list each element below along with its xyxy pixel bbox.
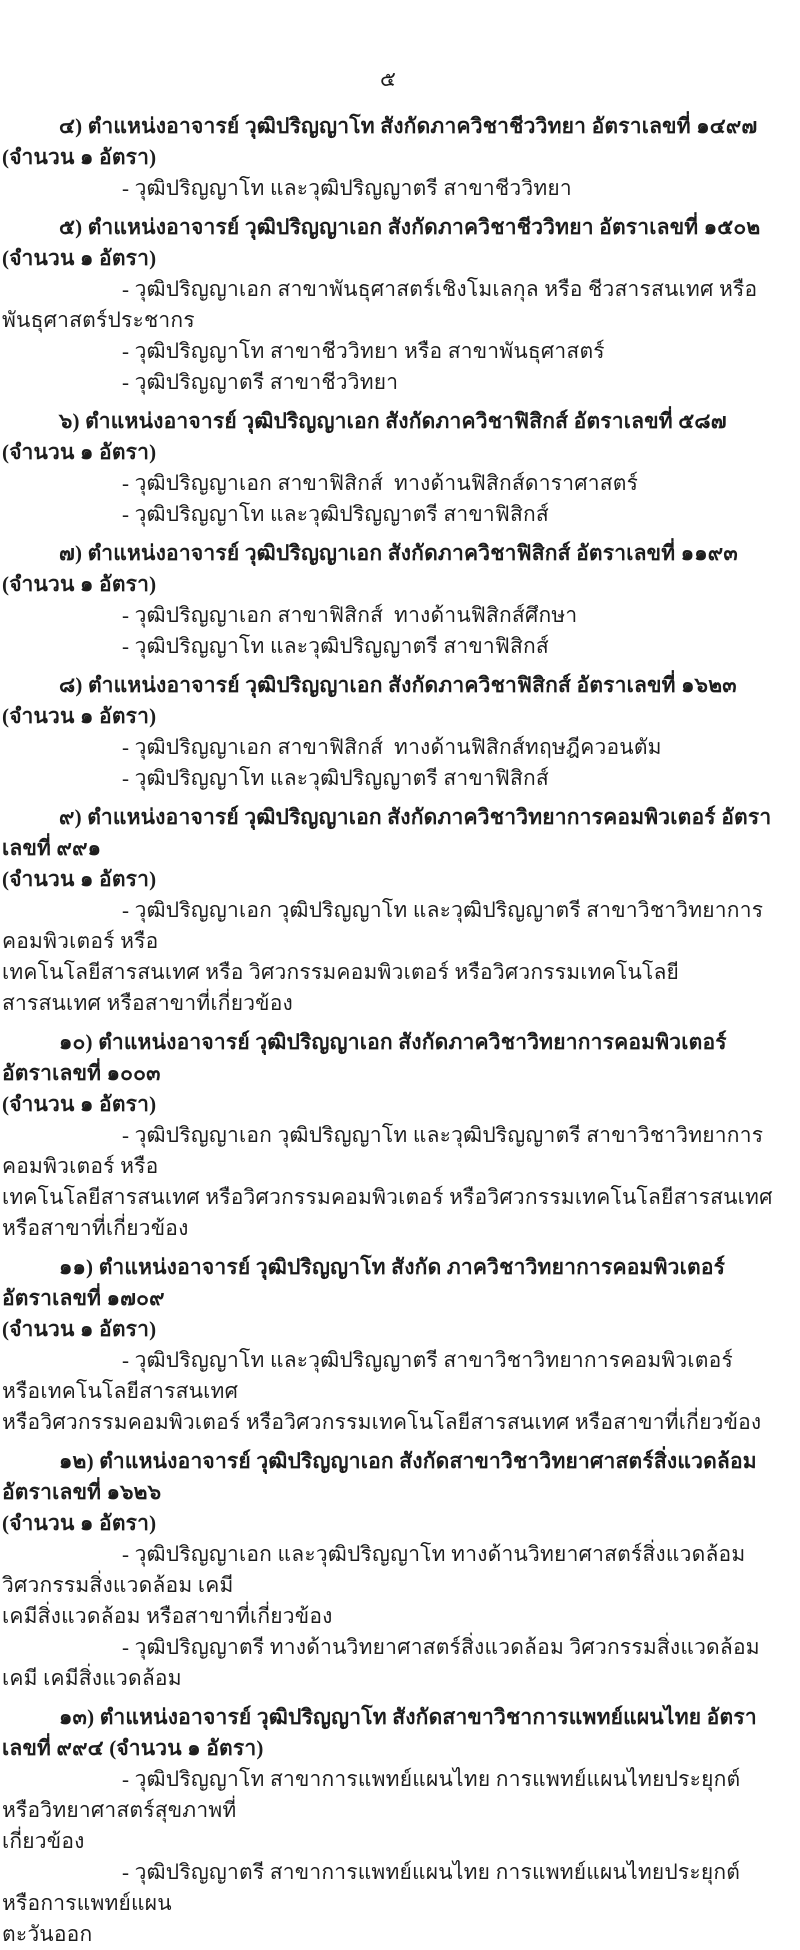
position-item-11 [2,1252,774,1438]
position-heading-continuation: (จำนวน ๑ อัตรา) [2,1317,157,1341]
qualification-continuation: หรือวิศวกรรมคอมพิวเตอร์ หรือวิศวกรรมเทคโนโลยีสารสนเทศ หรือสาขาที่เกี่ยวข้อง [2,1410,762,1434]
position-heading: ๔) ตำแหน่งอาจารย์ วุฒิปริญญาโท สังกัดภาควิชาชีววิทยา อัตราเลขที่ ๑๔๙๗ (จำนวน ๑ อัตรา) [2,114,769,169]
qualification-line: - วุฒิปริญญาเอก วุฒิปริญญาโท และวุฒิปริญญาตรี สาขาวิชาวิทยาการคอมพิวเตอร์ หรือ [2,898,764,953]
qualification-continuation: เทคโนโลยีสารสนเทศ หรือวิศวกรรมคอมพิวเตอร์ หรือวิศวกรรมเทคโนโลยีสารสนเทศ หรือสาขาที่เกี่ยวข้อง [2,1185,779,1240]
position-heading-continuation: (จำนวน ๑ อัตรา) [2,1511,157,1535]
position-heading-continuation: (จำนวน ๑ อัตรา) [2,867,157,891]
position-item-7 [2,538,774,662]
qualification-line: - วุฒิปริญญาเอก และวุฒิปริญญาโท ทางด้านวิทยาศาสตร์สิ่งแวดล้อม วิศวกรรมสิ่งแวดล้อม เคมี [2,1542,751,1597]
position-item-8 [2,670,774,794]
position-heading-continuation: (จำนวน ๑ อัตรา) [2,1092,157,1116]
position-heading: ๑๑) ตำแหน่งอาจารย์ วุฒิปริญญาโท สังกัด ภาควิชาวิทยาการคอมพิวเตอร์ อัตราเลขที่ ๑๗๐๙ [2,1255,731,1310]
position-heading: ๙) ตำแหน่งอาจารย์ วุฒิปริญญาเอก สังกัดภาควิชาวิทยาการคอมพิวเตอร์ อัตราเลขที่ ๙๙๑ [2,805,772,860]
qualification-line: - วุฒิปริญญาเอก วุฒิปริญญาโท และวุฒิปริญญาตรี สาขาวิชาวิทยาการคอมพิวเตอร์ หรือ [2,1123,764,1178]
qualification-line: - วุฒิปริญญาโท และวุฒิปริญญาตรี สาขาฟิสิกส์ [122,634,549,658]
position-heading: ๑๓) ตำแหน่งอาจารย์ วุฒิปริญญาโท สังกัดสาขาวิชาการแพทย์แผนไทย อัตราเลขที่ ๙๙๔ (จำนวน ๑ อัตรา) [2,1705,757,1760]
qualification-line: - วุฒิปริญญาตรี สาขาชีววิทยา [122,370,399,394]
position-heading: ๑๐) ตำแหน่งอาจารย์ วุฒิปริญญาเอก สังกัดภาควิชาวิทยาการคอมพิวเตอร์ อัตราเลขที่ ๑๐๐๓ [2,1030,733,1085]
qualification-line: - วุฒิปริญญาเอก สาขาฟิสิกส์ ทางด้านฟิสิกส์ทฤษฎีควอนตัม [122,735,662,759]
qualification-line: - วุฒิปริญญาเอก สาขาพันธุศาสตร์เชิงโมเลกุล หรือ ชีวสารสนเทศ หรือ พันธุศาสตร์ประชากร [2,277,763,332]
qualification-continuation: ตะวันออก [2,1922,93,1946]
position-item-5 [2,212,774,398]
position-heading: ๖) ตำแหน่งอาจารย์ วุฒิปริญญาเอก สังกัดภาควิชาฟิสิกส์ อัตราเลขที่ ๕๘๗ (จำนวน ๑ อัตรา) [2,409,733,464]
qualification-line: - วุฒิปริญญาโท และวุฒิปริญญาตรี สาขาฟิสิกส์ [122,766,549,790]
position-heading: ๕) ตำแหน่งอาจารย์ วุฒิปริญญาเอก สังกัดภาควิชาชีววิทยา อัตราเลขที่ ๑๕๐๒ (จำนวน ๑ อัตรา) [2,215,766,270]
qualification-line: - วุฒิปริญญาตรี ทางด้านวิทยาศาสตร์สิ่งแวดล้อม วิศวกรรมสิ่งแวดล้อม เคมี เคมีสิ่งแวดล้อม [2,1635,766,1690]
qualification-line: - วุฒิปริญญาโท สาขาชีววิทยา หรือ สาขาพันธุศาสตร์ [122,339,605,363]
qualification-line: - วุฒิปริญญาโท และวุฒิปริญญาตรี สาขาชีววิทยา [122,176,572,200]
position-heading: ๗) ตำแหน่งอาจารย์ วุฒิปริญญาเอก สังกัดภาควิชาฟิสิกส์ อัตราเลขที่ ๑๑๙๓ (จำนวน ๑ อัตรา) [2,541,744,596]
qualification-line: - วุฒิปริญญาเอก สาขาฟิสิกส์ ทางด้านฟิสิกส์ศึกษา [122,603,578,627]
qualification-line: - วุฒิปริญญาโท และวุฒิปริญญาตรี สาขาวิชาวิทยาการคอมพิวเตอร์ หรือเทคโนโลยีสารสนเทศ [2,1348,739,1403]
position-item-10 [2,1027,779,1244]
qualification-continuation: เกี่ยวข้อง [2,1829,85,1853]
page-number: ๕ [380,67,396,91]
qualification-continuation: เคมีสิ่งแวดล้อม หรือสาขาที่เกี่ยวข้อง [2,1604,333,1628]
position-heading: ๑๒) ตำแหน่งอาจารย์ วุฒิปริญญาเอก สังกัดสาขาวิชาวิทยาศาสตร์สิ่งแวดล้อม อัตราเลขที่ ๑๖๒๖ [2,1449,763,1504]
position-item-6 [2,406,774,530]
position-item-9 [2,802,774,1019]
qualification-line: - วุฒิปริญญาโท และวุฒิปริญญาตรี สาขาฟิสิกส์ [122,502,549,526]
qualification-line: - วุฒิปริญญาตรี สาขาการแพทย์แผนไทย การแพทย์แผนไทยประยุกต์ หรือการแพทย์แผน [2,1860,746,1915]
position-heading: ๘) ตำแหน่งอาจารย์ วุฒิปริญญาเอก สังกัดภาควิชาฟิสิกส์ อัตราเลขที่ ๑๖๒๓ (จำนวน ๑ อัตรา) [2,673,743,728]
qualification-line: - วุฒิปริญญาโท สาขาการแพทย์แผนไทย การแพทย์แผนไทยประยุกต์ หรือวิทยาศาสตร์สุขภาพที่ [2,1767,746,1822]
qualification-continuation: เทคโนโลยีสารสนเทศ หรือ วิศวกรรมคอมพิวเตอร์ หรือวิศวกรรมเทคโนโลยีสารสนเทศ หรือสาขาที่เกี่ยวข้อง [2,960,680,1015]
position-item-13 [2,1702,774,1950]
qualification-line: - วุฒิปริญญาเอก สาขาฟิสิกส์ ทางด้านฟิสิกส์ดาราศาสตร์ [122,471,639,495]
position-item-12 [2,1446,774,1694]
position-item-4 [2,111,774,204]
